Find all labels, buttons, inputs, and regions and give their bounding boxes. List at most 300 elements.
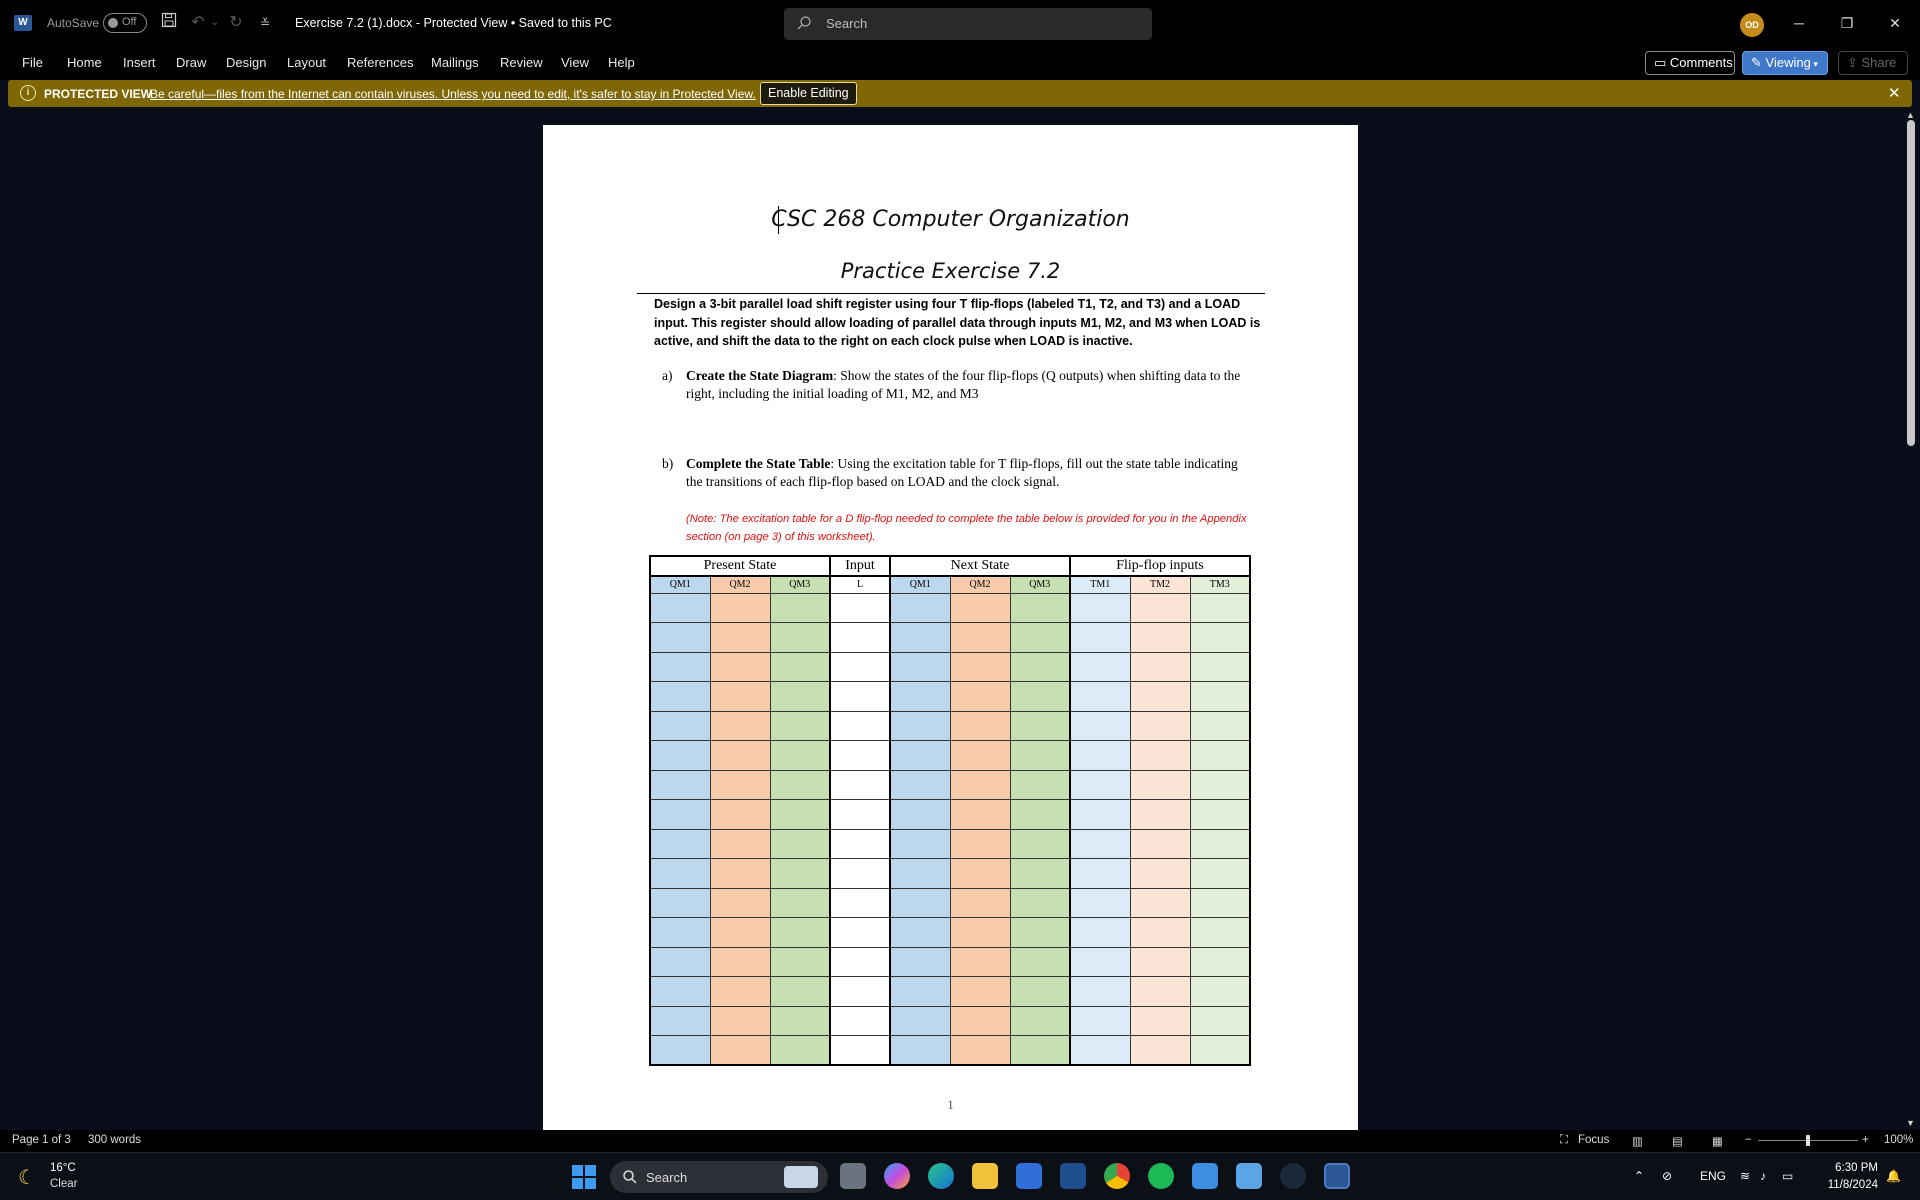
focus-icon[interactable]: ⛶ — [1560, 1134, 1569, 1146]
table-cell — [650, 623, 710, 653]
read-mode-icon[interactable]: ▥ — [1632, 1136, 1643, 1148]
tab-view[interactable]: View — [561, 55, 589, 70]
table-row — [650, 1006, 1250, 1036]
table-cell — [1070, 770, 1130, 800]
table-row — [650, 977, 1250, 1007]
table-cell — [1130, 859, 1190, 889]
table-cell — [830, 623, 890, 653]
column-header: QM2 — [950, 576, 1010, 593]
vertical-scrollbar[interactable] — [1904, 110, 1918, 1130]
column-header: QM1 — [890, 576, 950, 593]
table-cell — [1070, 800, 1130, 830]
table-cell — [830, 918, 890, 948]
share-button[interactable] — [1838, 51, 1908, 75]
system-clock[interactable] — [1818, 1160, 1878, 1194]
table-row — [650, 918, 1250, 948]
table-cell — [770, 593, 830, 623]
table-cell — [830, 888, 890, 918]
table-cell — [890, 682, 950, 712]
table-cell — [1070, 682, 1130, 712]
column-header: QM2 — [710, 576, 770, 593]
table-row — [650, 947, 1250, 977]
table-cell — [890, 711, 950, 741]
table-cell — [1190, 770, 1250, 800]
table-cell — [1070, 1006, 1130, 1036]
table-cell — [710, 829, 770, 859]
taskbar — [0, 1152, 1920, 1200]
search-icon — [622, 1169, 638, 1185]
table-cell — [710, 652, 770, 682]
table-cell — [890, 593, 950, 623]
table-cell — [770, 1006, 830, 1036]
table-cell — [770, 770, 830, 800]
table-cell — [650, 977, 710, 1007]
table-cell — [1070, 888, 1130, 918]
language-indicator[interactable]: ENG — [1700, 1169, 1727, 1183]
table-cell — [950, 711, 1010, 741]
table-cell — [650, 1006, 710, 1036]
table-cell — [890, 829, 950, 859]
table-cell — [1070, 829, 1130, 859]
table-cell — [890, 947, 950, 977]
table-cell — [950, 1006, 1010, 1036]
zoom-in-icon[interactable]: + — [1862, 1134, 1869, 1146]
search-highlight-image — [784, 1166, 818, 1188]
table-cell — [1130, 829, 1190, 859]
table-cell — [770, 888, 830, 918]
chevron-up-icon[interactable]: ⌃ — [1634, 1169, 1645, 1183]
tab-help[interactable]: Help — [608, 55, 635, 70]
avatar[interactable]: OD — [1740, 13, 1764, 37]
table-cell — [1010, 859, 1070, 889]
status-bar — [0, 1130, 1920, 1152]
table-cell — [770, 829, 830, 859]
table-row — [650, 888, 1250, 918]
table-cell — [830, 711, 890, 741]
table-cell — [770, 977, 830, 1007]
table-cell — [1070, 741, 1130, 771]
microsoft-store-icon[interactable] — [1016, 1163, 1042, 1189]
table-row — [650, 623, 1250, 653]
table-row — [650, 1036, 1250, 1066]
enable-editing-button[interactable]: Enable Editing — [760, 82, 857, 105]
table-row — [650, 682, 1250, 712]
table-cell — [710, 1036, 770, 1066]
table-cell — [1190, 1036, 1250, 1066]
network-off-icon[interactable]: ⊘ — [1662, 1169, 1673, 1183]
table-cell — [830, 859, 890, 889]
zoom-out-icon[interactable]: − — [1745, 1134, 1752, 1146]
windows-start-icon[interactable] — [572, 1165, 596, 1189]
tab-references[interactable]: References — [347, 55, 414, 70]
table-cell — [710, 947, 770, 977]
table-cell — [890, 918, 950, 948]
chevron-down-icon: ▾ — [1810, 59, 1818, 69]
wifi-icon[interactable]: ≋ — [1740, 1169, 1751, 1183]
table-cell — [890, 652, 950, 682]
comment-icon: ▭ — [1654, 55, 1670, 70]
tab-layout[interactable]: Layout — [287, 55, 327, 70]
table-cell — [890, 1006, 950, 1036]
comments-label: Comments — [1669, 55, 1733, 70]
table-cell — [950, 770, 1010, 800]
table-cell — [710, 888, 770, 918]
document-subheading: Practice Exercise 7.2 — [840, 259, 1061, 283]
table-cell — [1070, 623, 1130, 653]
task-view-icon[interactable] — [840, 1163, 866, 1189]
table-cell — [1070, 711, 1130, 741]
table-cell — [1190, 947, 1250, 977]
table-cell — [890, 770, 950, 800]
table-cell — [770, 947, 830, 977]
table-cell — [830, 770, 890, 800]
table-cell — [1070, 1036, 1130, 1066]
item-a-label: a) — [662, 368, 673, 383]
file-explorer-icon[interactable] — [972, 1163, 998, 1189]
close-icon[interactable]: ✕ — [1889, 15, 1901, 31]
table-cell — [1190, 859, 1250, 889]
table-cell — [830, 1006, 890, 1036]
group-input: Input — [830, 556, 890, 576]
table-cell — [950, 859, 1010, 889]
table-cell — [710, 711, 770, 741]
item-b-title: Complete the State Table — [686, 456, 831, 471]
chrome-icon[interactable] — [1104, 1163, 1130, 1189]
table-cell — [1010, 1006, 1070, 1036]
autosave-state: Off — [122, 16, 137, 28]
table-cell — [1190, 888, 1250, 918]
photos-icon[interactable] — [1236, 1163, 1262, 1189]
table-cell — [950, 593, 1010, 623]
print-layout-icon[interactable]: ▤ — [1672, 1136, 1683, 1148]
table-cell — [650, 800, 710, 830]
table-cell — [1190, 829, 1250, 859]
clock-date: 11/8/2024 — [1827, 1179, 1878, 1191]
table-cell — [1130, 711, 1190, 741]
state-table — [649, 555, 1251, 1066]
table-cell — [650, 741, 710, 771]
table-cell — [1010, 800, 1070, 830]
close-icon[interactable]: ✕ — [1888, 85, 1901, 102]
table-cell — [1010, 1036, 1070, 1066]
table-row — [650, 859, 1250, 889]
viewing-label: Viewing — [1765, 55, 1811, 70]
tab-draw[interactable]: Draw — [176, 55, 207, 70]
search-input[interactable] — [784, 8, 1152, 40]
table-cell — [1190, 593, 1250, 623]
autosave-toggle[interactable] — [103, 13, 147, 33]
table-cell — [650, 593, 710, 623]
table-cell — [650, 682, 710, 712]
restore-icon[interactable]: ❐ — [1840, 15, 1854, 31]
table-row — [650, 711, 1250, 741]
table-cell — [890, 859, 950, 889]
tab-review[interactable]: Review — [500, 55, 543, 70]
table-cell — [950, 652, 1010, 682]
table-cell — [710, 741, 770, 771]
page-number: 1 — [947, 1097, 954, 1112]
group-flipflop-inputs: Flip-flop inputs — [1070, 556, 1250, 576]
minimize-icon[interactable]: ─ — [1794, 15, 1804, 31]
table-cell — [650, 918, 710, 948]
table-cell — [1010, 652, 1070, 682]
table-cell — [1070, 918, 1130, 948]
table-cell — [1130, 652, 1190, 682]
table-cell — [1130, 1006, 1190, 1036]
clock-time: 6:30 PM — [1835, 1162, 1878, 1174]
item-a-text — [686, 367, 1251, 402]
table-cell — [950, 918, 1010, 948]
table-cell — [1070, 947, 1130, 977]
table-cell — [1130, 800, 1190, 830]
tab-insert[interactable]: Insert — [123, 55, 156, 70]
table-cell — [710, 1006, 770, 1036]
table-cell — [950, 888, 1010, 918]
table-cell — [710, 800, 770, 830]
table-cell — [710, 770, 770, 800]
toggle-knob — [108, 18, 118, 28]
table-cell — [770, 682, 830, 712]
item-a-title: Create the State Diagram — [686, 368, 834, 383]
table-cell — [650, 829, 710, 859]
share-label: Share — [1861, 55, 1897, 70]
table-cell — [1010, 947, 1070, 977]
item-b-body: : Using the excitation table for T flip-flops, fill out the state table indicating the transitions of each flip-flop based on LOAD and the clock signal. — [686, 456, 1238, 489]
table-cell — [770, 711, 830, 741]
table-cell — [1130, 977, 1190, 1007]
group-present-state: Present State — [650, 556, 830, 576]
table-cell — [1010, 711, 1070, 741]
table-cell — [830, 652, 890, 682]
table-cell — [1190, 711, 1250, 741]
table-cell — [710, 593, 770, 623]
word-app-icon: W — [14, 15, 32, 31]
table-cell — [830, 741, 890, 771]
weather-condition: Clear — [50, 1178, 78, 1190]
table-cell — [950, 947, 1010, 977]
share-icon: ⇪ — [1847, 55, 1862, 70]
table-cell — [1010, 593, 1070, 623]
spotify-icon[interactable] — [1148, 1163, 1174, 1189]
table-cell — [650, 1036, 710, 1066]
table-cell — [1130, 947, 1190, 977]
table-cell — [770, 800, 830, 830]
table-cell — [1130, 918, 1190, 948]
table-cell — [1130, 682, 1190, 712]
table-cell — [1190, 682, 1250, 712]
table-cell — [1070, 977, 1130, 1007]
protected-view-message[interactable]: Be careful—files from the Internet can contain viruses. Unless you need to edit, it's safer to stay in Protected View. — [150, 87, 756, 101]
web-layout-icon[interactable]: ▦ — [1712, 1136, 1723, 1148]
table-cell — [770, 741, 830, 771]
ribbon-tabs — [0, 46, 1920, 80]
notification-icon[interactable]: 🔔 — [1886, 1169, 1901, 1183]
table-cell — [1130, 1036, 1190, 1066]
steam-icon[interactable] — [1280, 1163, 1306, 1189]
table-cell — [1010, 977, 1070, 1007]
table-cell — [890, 1036, 950, 1066]
table-cell — [830, 593, 890, 623]
table-row — [650, 770, 1250, 800]
table-cell — [890, 977, 950, 1007]
table-row — [650, 652, 1250, 682]
table-cell — [830, 1036, 890, 1066]
battery-icon[interactable]: ▭ — [1782, 1169, 1794, 1183]
pencil-icon: ✎ — [1751, 55, 1766, 70]
zoom-slider-knob[interactable] — [1806, 1135, 1810, 1146]
table-cell — [1190, 918, 1250, 948]
table-cell — [650, 711, 710, 741]
edge-icon[interactable] — [928, 1163, 954, 1189]
document-heading: CSC 268 Computer Organization — [771, 207, 1130, 232]
table-cell — [1130, 741, 1190, 771]
tab-mailings[interactable]: Mailings — [431, 55, 479, 70]
column-header: QM1 — [650, 576, 710, 593]
undo-icon[interactable]: ↶ — [191, 14, 205, 31]
intro-paragraph: Design a 3-bit parallel load shift register using four T flip-flops (labeled T1, T2, and T3) and a LOAD input. This register should allow loading of parallel data through inputs M1, M2, and M3 when LOAD is active, and shift the data to the right on each clock pulse when LOAD is inactive. — [654, 297, 1261, 348]
comments-button[interactable] — [1645, 51, 1735, 75]
table-cell — [890, 888, 950, 918]
table-cell — [830, 682, 890, 712]
table-cell — [890, 800, 950, 830]
word-taskbar-icon[interactable] — [1324, 1163, 1350, 1189]
document-page — [543, 125, 1358, 1130]
table-cell — [1130, 623, 1190, 653]
column-header: TM3 — [1190, 576, 1250, 593]
word-count[interactable]: 300 words — [88, 1134, 142, 1146]
tab-home[interactable]: Home — [67, 55, 102, 70]
table-cell — [1130, 593, 1190, 623]
table-cell — [1010, 770, 1070, 800]
table-cell — [1010, 888, 1070, 918]
copilot-icon[interactable] — [884, 1163, 910, 1189]
zoom-level[interactable]: 100% — [1884, 1134, 1914, 1146]
table-cell — [650, 770, 710, 800]
table-cell — [950, 829, 1010, 859]
table-cell — [650, 859, 710, 889]
table-cell — [770, 918, 830, 948]
table-cell — [1190, 977, 1250, 1007]
table-cell — [770, 652, 830, 682]
table-cell — [950, 1036, 1010, 1066]
table-cell — [650, 888, 710, 918]
notepad-icon[interactable] — [1192, 1163, 1218, 1189]
table-cell — [1070, 859, 1130, 889]
table-cell — [1190, 1006, 1250, 1036]
table-cell — [1190, 741, 1250, 771]
volume-icon[interactable]: ♪ — [1760, 1169, 1766, 1183]
search-icon — [796, 15, 812, 31]
table-cell — [950, 682, 1010, 712]
tab-design[interactable]: Design — [226, 55, 267, 70]
table-cell — [1010, 918, 1070, 948]
protected-view-title: PROTECTED VIEW — [44, 87, 153, 101]
taskbar-search-label: Search — [646, 1170, 688, 1185]
table-cell — [1010, 623, 1070, 653]
table-cell — [830, 829, 890, 859]
table-cell — [1070, 652, 1130, 682]
item-a-body: : Show the states of the four flip-flops (Q outputs) when shifting data to the right, including the initial loading of M1, M2, and M3 — [686, 368, 1241, 401]
bookmark-app-icon[interactable] — [1060, 1163, 1086, 1189]
table-cell — [1010, 741, 1070, 771]
redo-icon[interactable]: ↻ — [229, 14, 243, 31]
horizontal-rule — [637, 293, 1265, 294]
weather-temperature: 16°C — [50, 1162, 76, 1174]
table-cell — [770, 623, 830, 653]
table-cell — [950, 977, 1010, 1007]
table-cell — [950, 623, 1010, 653]
table-cell — [830, 947, 890, 977]
table-cell — [1190, 623, 1250, 653]
autosave-label: AutoSave — [47, 16, 100, 30]
table-row — [650, 800, 1250, 830]
page-indicator[interactable]: Page 1 of 3 — [12, 1134, 71, 1146]
table-row — [650, 741, 1250, 771]
table-row — [650, 829, 1250, 859]
title-bar — [0, 0, 1920, 46]
customize-toolbar-icon[interactable]: ≚ — [259, 16, 271, 30]
document-title[interactable]: Exercise 7.2 (1).docx - Protected View • Saved to this PC — [295, 16, 612, 30]
column-header-row — [650, 576, 1250, 593]
table-cell — [770, 1036, 830, 1066]
item-b-text — [686, 455, 1251, 490]
table-cell — [710, 918, 770, 948]
table-cell — [710, 859, 770, 889]
item-b-label: b) — [662, 456, 674, 471]
scrollbar-thumb[interactable] — [1907, 120, 1915, 446]
table-cell — [890, 623, 950, 653]
table-cell — [830, 977, 890, 1007]
column-header: TM1 — [1070, 576, 1130, 593]
scroll-up-icon[interactable]: ▲ — [1906, 110, 1915, 120]
table-cell — [1070, 593, 1130, 623]
search-placeholder: Search — [826, 16, 868, 31]
scroll-down-icon[interactable]: ▼ — [1906, 1118, 1915, 1128]
table-cell — [770, 859, 830, 889]
focus-button[interactable]: Focus — [1578, 1134, 1610, 1146]
table-row — [650, 593, 1250, 623]
column-header: L — [830, 576, 890, 593]
table-cell — [830, 800, 890, 830]
viewing-mode-button[interactable] — [1742, 51, 1828, 75]
column-header: QM3 — [1010, 576, 1070, 593]
save-icon[interactable] — [158, 12, 180, 34]
column-header: QM3 — [770, 576, 830, 593]
protected-view-bar — [8, 80, 1912, 107]
note-text: (Note: The excitation table for a D flip-flop needed to complete the table below is provided for you in the Appendix section (on page 3) of this worksheet). — [686, 513, 1247, 543]
table-cell — [1130, 770, 1190, 800]
table-cell — [1190, 800, 1250, 830]
table-cell — [950, 741, 1010, 771]
table-cell — [650, 947, 710, 977]
table-cell — [1190, 652, 1250, 682]
table-cell — [710, 682, 770, 712]
table-cell — [650, 652, 710, 682]
tab-file[interactable]: File — [22, 55, 43, 70]
undo-dropdown-icon[interactable]: ⌄ — [210, 17, 220, 28]
table-cell — [710, 623, 770, 653]
column-header: TM2 — [1130, 576, 1190, 593]
table-cell — [710, 977, 770, 1007]
taskbar-search[interactable] — [610, 1161, 828, 1193]
table-cell — [1130, 888, 1190, 918]
table-cell — [950, 800, 1010, 830]
table-cell — [1010, 829, 1070, 859]
group-next-state: Next State — [890, 556, 1070, 576]
table-cell — [1010, 682, 1070, 712]
info-icon: i — [20, 85, 36, 101]
table-cell — [890, 741, 950, 771]
